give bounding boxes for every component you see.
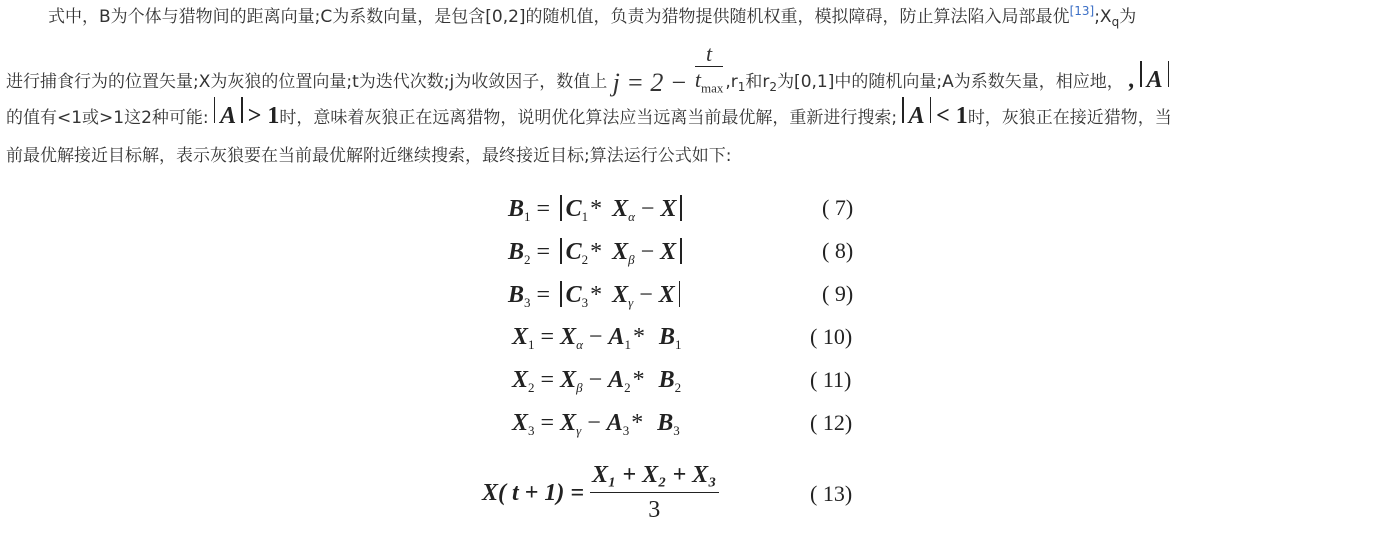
line1-text-c: 为 [1119,7,1137,27]
eq11-expression: $X_2 = X_\beta - A_2*$ $B_2$ [512,367,682,395]
cond1-var: A [220,103,237,129]
cond2-op: < 1 [936,103,968,129]
eq10-lhs: X [512,324,529,350]
fraction-den-sub: max [700,80,724,96]
equation-7 [480,195,900,235]
line3-text-c: 时，灰狼正在接近猎物，当 [967,108,1172,128]
eq12-label: ( 12) [810,410,853,435]
equation-8 [480,238,900,278]
eq12-a-sub: 3 [622,423,630,438]
abs-bar-left [1140,61,1142,87]
eq10-lhs-sub: 1 [528,337,535,352]
eq11-a: A [608,367,625,393]
abs-bar-right [1168,61,1170,87]
eq9-label: ( 9) [822,281,854,306]
eq9-expression: $B_3 = C_3*$ $X_\gamma - X$ [508,281,684,311]
equation-13 [480,457,900,529]
line4-text: 前最优解接近目标解，表示灰狼要在当前最优解附近继续搜索，最终接近目标;算法运行公式如下: [6,146,732,166]
eq8-x-sub: β [628,252,635,267]
j-expression: j = 2 − [612,68,688,97]
eq13-expression [482,457,719,529]
cond1-op: > 1 [247,103,280,129]
paragraph-line-2 [6,41,1174,97]
eq10-x: X [560,324,577,350]
eq10-x-sub: α [576,337,583,352]
line1-text-a: 式中，B为个体与猎物间的距离向量;C为系数向量，是包含[0,2]的随机值，负责为猎物提供随机权重，模拟障碍，防止算法陷入局部最优 [48,7,1070,27]
equation-12 [480,410,900,450]
eq12-x-sub: γ [576,423,582,438]
eq7-lhs-sub: 1 [524,209,531,224]
eq7-label: ( 7) [822,195,854,220]
eq13-denominator: 3 [648,496,661,523]
eq12-b: B [657,410,674,436]
eq9-x-sub: γ [628,295,634,310]
eq12-b-sub: 3 [673,423,680,438]
eq7-x: X [612,196,629,222]
eq12-expression: $X_3 = X_\gamma - A_3*$ $B_3$ [512,410,680,438]
eq11-a-sub: 2 [624,380,631,395]
eq10-a-sub: 1 [624,337,631,352]
cond1-bar-left [214,97,216,123]
cond2-bar-right [930,97,932,123]
eq7-x-sub: α [628,209,635,224]
eq11-x: X [560,367,577,393]
line2-text-a: 进行捕食行为的位置矢量;X为灰狼的位置向量;t为迭代次数;j为收敛因子，数值上 [6,72,608,92]
paragraph-line-4 [6,141,731,181]
fraction-den-var: t [694,67,701,92]
eq10-a: A [608,324,625,350]
eq12-lhs: X [512,410,529,436]
eq8-c: C [565,239,582,265]
abs-prefix: , [1129,67,1136,93]
eq8-lhs: B [508,239,525,265]
line3-text-b: 时，意味着灰狼正在远离猎物，说明优化算法应当远离当前最优解，重新进行搜索; [279,108,898,128]
cond1-bar-right [241,97,243,123]
eq8-label: ( 8) [822,238,854,263]
eq9-lhs-sub: 3 [524,295,531,310]
eq8-lhs-sub: 2 [524,252,531,267]
eq12-lhs-sub: 3 [528,423,535,438]
eq13-label: ( 13) [810,481,853,506]
line2-text-c: 和r [745,72,770,92]
eq8-x: X [612,239,629,265]
eq7-lhs: B [508,196,525,222]
eq9-x: X [612,282,629,308]
eq10-label: ( 10) [810,324,853,349]
line3-text-a: 的值有<1或>1这2种可能: [6,108,209,128]
eq8-expression: $B_2 = C_2*$ $X_\beta - X$ [508,238,686,268]
line2-text-b: ,r [725,72,738,92]
paragraph-line-3 [6,97,1172,137]
r2-sub: 2 [769,80,778,94]
eq13-lhs: X( t + 1) = [482,479,585,506]
eq9-lhs: B [508,282,525,308]
line1-text-b: ;X [1094,7,1112,27]
eq7-c: C [565,196,582,222]
eq10-b-sub: 1 [674,337,682,352]
eq13-fraction [590,460,718,527]
eq13-numerator: X₁ + X₂ + X₃ [590,460,718,493]
eq12-x: X [560,410,577,436]
eq12-a: A [606,410,623,436]
eq11-lhs: X [512,367,529,393]
eq7-c-sub: 1 [581,209,589,224]
eq11-x-sub: β [576,380,583,395]
eq10-b: B [658,324,675,350]
eq10-expression: $X_1 = X_\alpha - A_1*$ $B_1$ [512,324,682,352]
cond2-bar-left [902,97,904,123]
cond2-var: A [908,103,925,129]
equation-11 [480,367,900,407]
eq11-b: B [658,367,675,393]
eq11-b-sub: 2 [674,380,682,395]
fraction-numerator: t [695,42,724,67]
equation-10 [480,324,900,364]
t-over-tmax-fraction [695,42,724,101]
eq9-c-sub: 3 [581,295,589,310]
citation-link[interactable]: [13] [1069,4,1095,18]
r1-sub: 1 [737,80,746,94]
eq11-label: ( 11) [810,367,852,392]
paragraph-line-1 [48,2,1136,42]
equation-9 [480,281,900,321]
eq8-c-sub: 2 [581,252,589,267]
sub-q: q [1111,15,1120,29]
abs-var-a: A [1146,67,1163,93]
eq7-expression: $B_1 = C_1*$ $X_\alpha - X$ [508,195,686,225]
line2-text-d: 为[0,1]中的随机向量;A为系数矢量，相应地， [777,72,1124,92]
eq9-c: C [565,282,582,308]
eq11-lhs-sub: 2 [528,380,535,395]
